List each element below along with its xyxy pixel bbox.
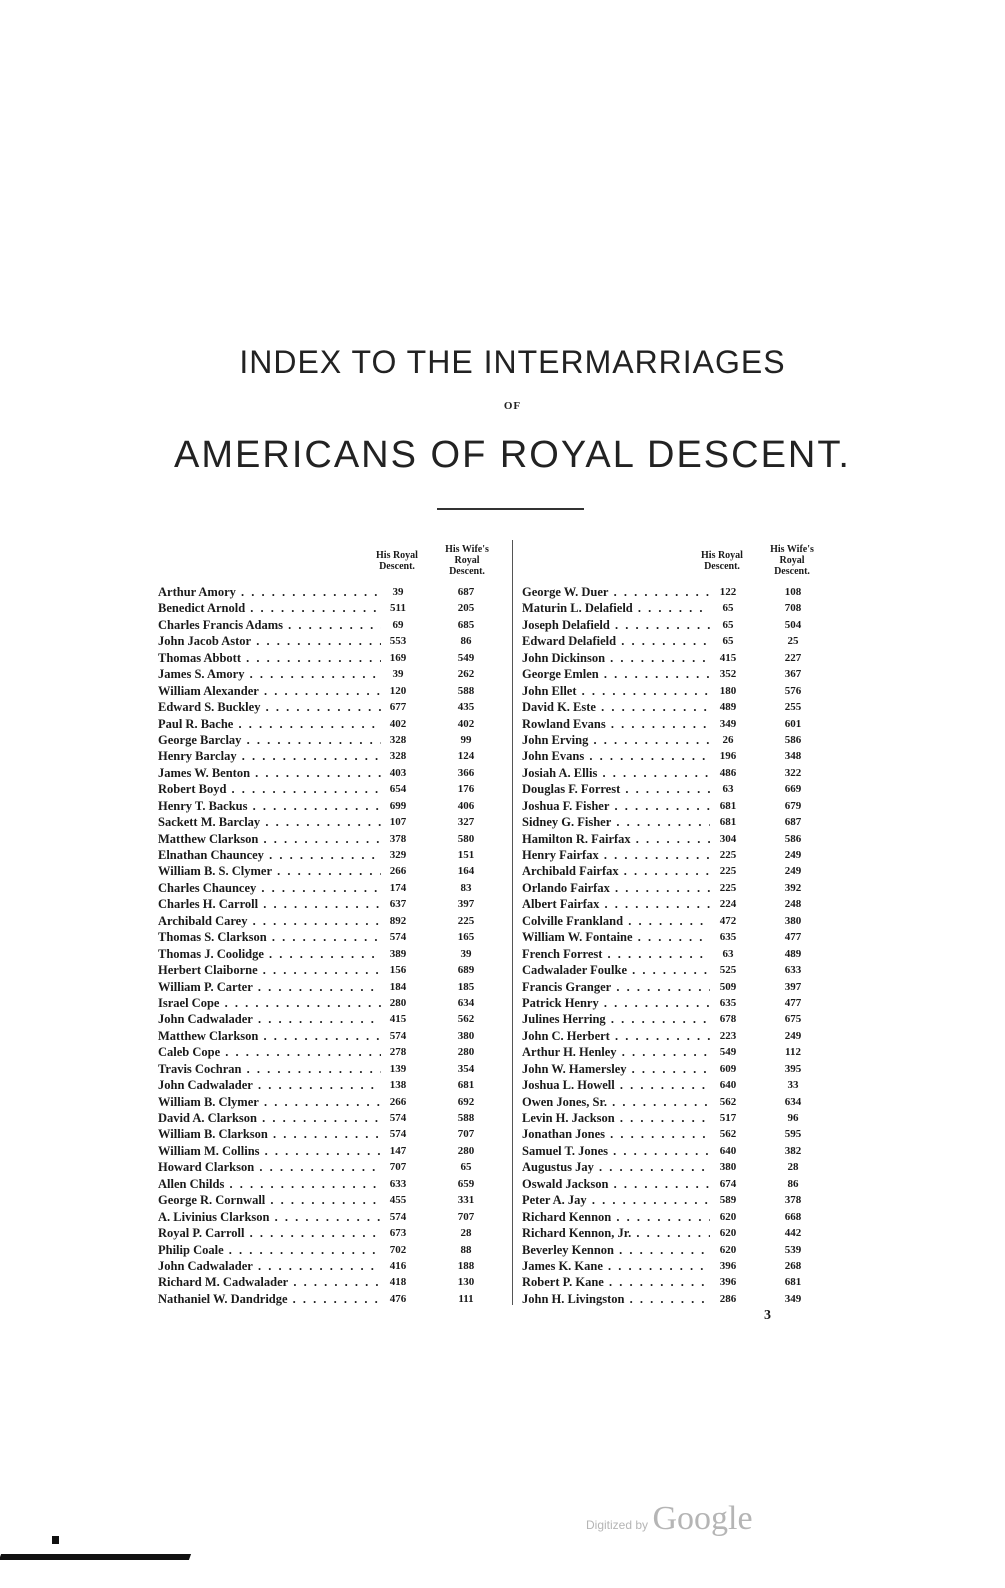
- his-royal-descent-number: 120: [389, 684, 407, 697]
- header-text: Descent.: [449, 566, 485, 577]
- wife-royal-descent-number: 679: [784, 799, 802, 812]
- wife-royal-descent-number: 708: [784, 602, 802, 615]
- person-name: Maturin L. Delafield . . .: [522, 600, 710, 616]
- person-name: Sidney G. Fisher . . .: [522, 814, 710, 830]
- person-name: Allen Childs . . .: [158, 1176, 381, 1192]
- his-royal-descent-number: 147: [389, 1144, 407, 1157]
- his-royal-descent-number: 352: [719, 668, 737, 681]
- person-name: William Alexander . . .: [158, 683, 381, 699]
- person-name: French Forrest . . .: [522, 946, 710, 962]
- wife-royal-descent-number: 595: [784, 1128, 802, 1141]
- his-royal-descent-number: 63: [722, 947, 734, 960]
- his-royal-descent-number: 509: [719, 980, 737, 993]
- person-name: John H. Livingston . . .: [522, 1291, 710, 1307]
- wife-royal-descent-number: 562: [457, 1013, 475, 1026]
- wife-royal-descent-number: 280: [457, 1046, 475, 1059]
- person-name: Archibald Carey . . .: [158, 913, 381, 929]
- person-name: Owen Jones, Sr. . . .: [522, 1094, 710, 1110]
- his-royal-descent-number: 476: [389, 1292, 407, 1305]
- title-of: OF: [503, 400, 522, 412]
- header-text: His Royal: [701, 550, 743, 561]
- his-royal-descent-number: 681: [719, 799, 737, 812]
- person-name: John Ellet . . .: [522, 683, 710, 699]
- person-name: Thomas J. Coolidge . . .: [158, 946, 381, 962]
- his-royal-descent-number: 223: [719, 1029, 737, 1042]
- wife-royal-descent-number: 164: [457, 865, 475, 878]
- wife-royal-descent-number: 88: [460, 1243, 472, 1256]
- right-header-his-royal: [687, 550, 757, 572]
- wife-royal-descent-number: 130: [457, 1276, 475, 1289]
- his-royal-descent-number: 574: [389, 1128, 407, 1141]
- left-header-wife-royal: [430, 544, 504, 577]
- his-royal-descent-number: 472: [719, 914, 737, 927]
- his-royal-descent-number: 654: [389, 783, 407, 796]
- person-name: Peter A. Jay . . .: [522, 1192, 710, 1208]
- title-line-1: INDEX TO THE INTERMARRIAGES: [239, 344, 786, 380]
- his-royal-descent-number: 380: [719, 1161, 737, 1174]
- wife-royal-descent-number: 354: [457, 1062, 475, 1075]
- wife-royal-descent-number: 99: [460, 733, 472, 746]
- person-name: Matthew Clarkson . . .: [158, 831, 381, 847]
- person-name: Edward S. Buckley . . .: [158, 699, 381, 715]
- person-name: Arthur H. Henley . . .: [522, 1044, 710, 1060]
- person-name: Albert Fairfax . . .: [522, 896, 710, 912]
- person-name: Jonathan Jones . . .: [522, 1126, 710, 1142]
- person-name: John Cadwalader . . .: [158, 1258, 381, 1274]
- header-text: His Royal: [376, 550, 418, 561]
- wife-royal-descent-number: 681: [457, 1079, 475, 1092]
- title-line-2: AMERICANS OF ROYAL DESCENT.: [174, 434, 851, 476]
- his-royal-descent-number: 174: [389, 881, 407, 894]
- person-name: James S. Amory . . .: [158, 666, 381, 682]
- person-name: William B. S. Clymer . . .: [158, 863, 381, 879]
- header-text: Royal: [779, 555, 805, 566]
- his-royal-descent-number: 455: [389, 1194, 407, 1207]
- his-royal-descent-number: 678: [719, 1013, 737, 1026]
- wife-royal-descent-number: 669: [784, 783, 802, 796]
- his-royal-descent-number: 707: [389, 1161, 407, 1174]
- his-royal-descent-number: 328: [389, 733, 407, 746]
- wife-royal-descent-number: 687: [784, 816, 802, 829]
- person-name: John Cadwalader . . .: [158, 1077, 381, 1093]
- his-royal-descent-number: 574: [389, 931, 407, 944]
- person-name: Howard Clarkson . . .: [158, 1159, 381, 1175]
- his-royal-descent-number: 609: [719, 1062, 737, 1075]
- person-name: Richard M. Cadwalader . . .: [158, 1274, 381, 1290]
- person-name: Joseph Delafield . . .: [522, 617, 710, 633]
- wife-royal-descent-number: 367: [784, 668, 802, 681]
- his-royal-descent-number: 489: [719, 701, 737, 714]
- person-name: William B. Clymer . . .: [158, 1094, 381, 1110]
- wife-royal-descent-number: 349: [784, 1292, 802, 1305]
- person-name: Benedict Arnold . . .: [158, 600, 381, 616]
- person-name: Henry T. Backus . . .: [158, 798, 381, 814]
- his-royal-descent-number: 122: [719, 586, 737, 598]
- wife-royal-descent-number: 442: [784, 1227, 802, 1240]
- wife-royal-descent-number: 111: [458, 1292, 474, 1305]
- person-name: Paul R. Bache . . .: [158, 716, 381, 732]
- wife-royal-descent-number: 83: [460, 881, 472, 894]
- header-text: His Wife's: [445, 544, 489, 555]
- person-name: Beverley Kennon . . .: [522, 1242, 710, 1258]
- wife-royal-descent-number: 262: [457, 668, 475, 681]
- his-royal-descent-number: 328: [389, 750, 407, 763]
- person-name: Robert P. Kane . . .: [522, 1274, 710, 1290]
- person-name: Richard Kennon . . .: [522, 1209, 710, 1225]
- person-name: Charles H. Carroll . . .: [158, 896, 381, 912]
- wife-royal-descent-number: 33: [787, 1079, 799, 1092]
- person-name: Henry Barclay . . .: [158, 748, 381, 764]
- his-royal-descent-number: 224: [719, 898, 737, 911]
- his-royal-descent-number: 620: [719, 1227, 737, 1240]
- wife-royal-descent-number: 225: [457, 914, 475, 927]
- person-name: Francis Granger . . .: [522, 979, 710, 995]
- person-name: William B. Clarkson . . .: [158, 1126, 381, 1142]
- wife-royal-descent-number: 601: [784, 717, 802, 730]
- person-name: Nathaniel W. Dandridge . . .: [158, 1291, 381, 1307]
- wife-royal-descent-number: 586: [784, 832, 802, 845]
- his-royal-descent-number: 65: [722, 602, 734, 615]
- person-name: William M. Collins . . .: [158, 1143, 381, 1159]
- wife-royal-descent-number: 380: [457, 1029, 475, 1042]
- person-name: David A. Clarkson . . .: [158, 1110, 381, 1126]
- person-name: John Dickinson . . .: [522, 650, 710, 666]
- person-name: Edward Delafield . . .: [522, 633, 710, 649]
- wife-royal-descent-number: 549: [457, 651, 475, 664]
- person-name: David K. Este . . .: [522, 699, 710, 715]
- his-royal-descent-number: 562: [719, 1128, 737, 1141]
- person-name: Rowland Evans . . .: [522, 716, 710, 732]
- wife-royal-descent-number: 382: [784, 1144, 802, 1157]
- his-royal-descent-number: 63: [722, 783, 734, 796]
- person-name: William P. Carter . . .: [158, 979, 381, 995]
- wife-royal-descent-number: 165: [457, 931, 475, 944]
- watermark-big: Google: [652, 1500, 753, 1537]
- wife-royal-descent-number: 504: [784, 618, 802, 631]
- wife-royal-descent-number: 402: [457, 717, 475, 730]
- person-name: Orlando Fairfax . . .: [522, 880, 710, 896]
- wife-royal-descent-number: 249: [784, 865, 802, 878]
- person-name: John Cadwalader . . .: [158, 1011, 381, 1027]
- his-royal-descent-number: 26: [722, 733, 734, 746]
- his-royal-descent-number: 39: [392, 668, 404, 681]
- wife-royal-descent-number: 681: [784, 1276, 802, 1289]
- wife-royal-descent-number: 268: [784, 1259, 802, 1272]
- wife-royal-descent-number: 392: [784, 881, 802, 894]
- his-royal-descent-number: 65: [722, 618, 734, 631]
- person-name: Joshua L. Howell . . .: [522, 1077, 710, 1093]
- person-name: George W. Duer . . .: [522, 584, 710, 600]
- wife-royal-descent-number: 634: [784, 1095, 802, 1108]
- wife-royal-descent-number: 176: [457, 783, 475, 796]
- his-royal-descent-number: 674: [719, 1177, 737, 1190]
- his-royal-descent-number: 286: [719, 1292, 737, 1305]
- person-name: Cadwalader Foulke . . .: [522, 962, 710, 978]
- wife-royal-descent-number: 692: [457, 1095, 475, 1108]
- person-name: Patrick Henry . . .: [522, 995, 710, 1011]
- his-royal-descent-number: 389: [389, 947, 407, 960]
- his-royal-descent-number: 620: [719, 1210, 737, 1223]
- person-name: Israel Cope . . .: [158, 995, 381, 1011]
- wife-royal-descent-number: 477: [784, 996, 802, 1009]
- wife-royal-descent-number: 539: [784, 1243, 802, 1256]
- header-text: Descent.: [704, 561, 740, 572]
- his-royal-descent-number: 892: [389, 914, 407, 927]
- person-name: Herbert Claiborne . . .: [158, 962, 381, 978]
- his-royal-descent-number: 702: [389, 1243, 407, 1256]
- wife-royal-descent-number: 435: [457, 701, 475, 714]
- header-text: His Wife's: [770, 544, 814, 555]
- person-name: Archibald Fairfax . . .: [522, 863, 710, 879]
- his-royal-descent-number: 349: [719, 717, 737, 730]
- wife-royal-descent-number: 707: [457, 1128, 475, 1141]
- his-royal-descent-number: 280: [389, 996, 407, 1009]
- wife-royal-descent-number: 248: [784, 898, 802, 911]
- wife-royal-descent-number: 86: [460, 635, 472, 648]
- his-royal-descent-number: 156: [389, 964, 407, 977]
- wife-royal-descent-number: 28: [460, 1227, 472, 1240]
- wife-royal-descent-number: 108: [784, 586, 802, 598]
- wife-royal-descent-number: 634: [457, 996, 475, 1009]
- person-name: Joshua F. Fisher . . .: [522, 798, 710, 814]
- person-name: Samuel T. Jones . . .: [522, 1143, 710, 1159]
- wife-royal-descent-number: 707: [457, 1210, 475, 1223]
- his-royal-descent-number: 396: [719, 1259, 737, 1272]
- watermark-small: Digitized by: [586, 1518, 649, 1532]
- wife-royal-descent-number: 151: [457, 849, 475, 861]
- his-royal-descent-number: 699: [389, 799, 407, 812]
- his-royal-descent-number: 418: [389, 1276, 407, 1289]
- person-name: Arthur Amory . . .: [158, 584, 381, 600]
- person-name: Robert Boyd . . .: [158, 781, 381, 797]
- his-royal-descent-number: 180: [719, 684, 737, 697]
- his-royal-descent-number: 549: [719, 1046, 737, 1059]
- wife-royal-descent-number: 576: [784, 684, 802, 697]
- his-royal-descent-number: 225: [719, 881, 737, 894]
- person-name: Augustus Jay . . .: [522, 1159, 710, 1175]
- person-name: James W. Benton . . .: [158, 765, 381, 781]
- his-royal-descent-number: 677: [389, 701, 407, 714]
- person-name: William W. Fontaine . . .: [522, 929, 710, 945]
- person-name: John Erving . . .: [522, 732, 710, 748]
- person-name: Hamilton R. Fairfax . . .: [522, 831, 710, 847]
- wife-royal-descent-number: 280: [457, 1144, 475, 1157]
- wife-royal-descent-number: 633: [784, 964, 802, 977]
- person-name: Julines Herring . . .: [522, 1011, 710, 1027]
- person-name: Sackett M. Barclay . . .: [158, 814, 381, 830]
- his-royal-descent-number: 553: [389, 635, 407, 648]
- wife-royal-descent-number: 580: [457, 832, 475, 845]
- his-royal-descent-number: 416: [389, 1259, 407, 1272]
- his-royal-descent-number: 184: [389, 980, 407, 993]
- page-number: 3: [764, 1308, 771, 1323]
- wife-royal-descent-number: 205: [457, 602, 475, 615]
- wife-royal-descent-number: 378: [784, 1194, 802, 1207]
- person-name: Josiah A. Ellis . . .: [522, 765, 710, 781]
- his-royal-descent-number: 635: [719, 996, 737, 1009]
- wife-royal-descent-number: 588: [457, 684, 475, 697]
- his-royal-descent-number: 169: [389, 651, 407, 664]
- his-royal-descent-number: 633: [389, 1177, 407, 1190]
- wife-royal-descent-number: 322: [784, 766, 802, 779]
- person-name: Royal P. Carroll . . .: [158, 1225, 381, 1241]
- title-rule: [437, 508, 584, 510]
- his-royal-descent-number: 673: [389, 1227, 407, 1240]
- wife-royal-descent-number: 86: [787, 1177, 799, 1190]
- his-royal-descent-number: 415: [389, 1013, 407, 1026]
- person-name: John Jacob Astor . . .: [158, 633, 381, 649]
- person-name: A. Livinius Clarkson . . .: [158, 1209, 381, 1225]
- his-royal-descent-number: 196: [719, 750, 737, 763]
- wife-royal-descent-number: 28: [787, 1161, 799, 1174]
- his-royal-descent-number: 39: [392, 586, 404, 598]
- header-text: Descent.: [379, 561, 415, 572]
- person-name: Charles Francis Adams . . .: [158, 617, 381, 633]
- wife-royal-descent-number: 687: [457, 586, 475, 598]
- his-royal-descent-number: 635: [719, 931, 737, 944]
- his-royal-descent-number: 681: [719, 816, 737, 829]
- his-royal-descent-number: 640: [719, 1079, 737, 1092]
- person-name: Matthew Clarkson . . .: [158, 1028, 381, 1044]
- person-name: Travis Cochran . . .: [158, 1061, 381, 1077]
- his-royal-descent-number: 620: [719, 1243, 737, 1256]
- his-royal-descent-number: 278: [389, 1046, 407, 1059]
- wife-royal-descent-number: 397: [784, 980, 802, 993]
- person-name: Philip Coale . . .: [158, 1242, 381, 1258]
- his-royal-descent-number: 415: [719, 651, 737, 664]
- wife-royal-descent-number: 39: [460, 947, 472, 960]
- wife-royal-descent-number: 327: [457, 816, 475, 829]
- wife-royal-descent-number: 588: [457, 1112, 475, 1124]
- right-header-wife-royal: [755, 544, 829, 577]
- wife-royal-descent-number: 96: [787, 1112, 799, 1124]
- his-royal-descent-number: 65: [722, 635, 734, 648]
- wife-royal-descent-number: 366: [457, 766, 475, 779]
- wife-royal-descent-number: 406: [457, 799, 475, 812]
- wife-royal-descent-number: 124: [457, 750, 475, 763]
- wife-royal-descent-number: 188: [457, 1259, 475, 1272]
- his-royal-descent-number: 517: [719, 1112, 737, 1124]
- his-royal-descent-number: 329: [389, 849, 407, 861]
- header-text: Royal: [454, 555, 480, 566]
- wife-royal-descent-number: 689: [457, 964, 475, 977]
- person-name: Thomas Abbott . . .: [158, 650, 381, 666]
- his-royal-descent-number: 225: [719, 849, 737, 861]
- his-royal-descent-number: 511: [390, 602, 406, 615]
- wife-royal-descent-number: 331: [457, 1194, 475, 1207]
- his-royal-descent-number: 574: [389, 1112, 407, 1124]
- his-royal-descent-number: 574: [389, 1029, 407, 1042]
- his-royal-descent-number: 139: [389, 1062, 407, 1075]
- person-name: John C. Herbert . . .: [522, 1028, 710, 1044]
- his-royal-descent-number: 403: [389, 766, 407, 779]
- person-name: Richard Kennon, Jr. . . .: [522, 1225, 710, 1241]
- person-name: Colville Frankland . . .: [522, 913, 710, 929]
- wife-royal-descent-number: 675: [784, 1013, 802, 1026]
- wife-royal-descent-number: 397: [457, 898, 475, 911]
- his-royal-descent-number: 266: [389, 865, 407, 878]
- scan-speck: [52, 1536, 59, 1544]
- person-name: Caleb Cope . . .: [158, 1044, 381, 1060]
- person-name: Oswald Jackson . . .: [522, 1176, 710, 1192]
- person-name: Henry Fairfax . . .: [522, 847, 710, 863]
- his-royal-descent-number: 525: [719, 964, 737, 977]
- wife-royal-descent-number: 489: [784, 947, 802, 960]
- person-name: George Emlen . . .: [522, 666, 710, 682]
- wife-royal-descent-number: 380: [784, 914, 802, 927]
- person-name: Charles Chauncey . . .: [158, 880, 381, 896]
- wife-royal-descent-number: 395: [784, 1062, 802, 1075]
- his-royal-descent-number: 69: [392, 618, 404, 631]
- his-royal-descent-number: 640: [719, 1144, 737, 1157]
- his-royal-descent-number: 378: [389, 832, 407, 845]
- scan-edge-mark: [0, 1554, 191, 1560]
- his-royal-descent-number: 304: [719, 832, 737, 845]
- wife-royal-descent-number: 477: [784, 931, 802, 944]
- his-royal-descent-number: 396: [719, 1276, 737, 1289]
- wife-royal-descent-number: 668: [784, 1210, 802, 1223]
- his-royal-descent-number: 574: [389, 1210, 407, 1223]
- wife-royal-descent-number: 65: [460, 1161, 472, 1174]
- his-royal-descent-number: 562: [719, 1095, 737, 1108]
- person-name: John W. Hamersley . . .: [522, 1061, 710, 1077]
- wife-royal-descent-number: 255: [784, 701, 802, 714]
- person-name: James K. Kane . . .: [522, 1258, 710, 1274]
- left-header-his-royal: [362, 550, 432, 572]
- his-royal-descent-number: 637: [389, 898, 407, 911]
- person-name: Levin H. Jackson . . .: [522, 1110, 710, 1126]
- wife-royal-descent-number: 685: [457, 618, 475, 631]
- person-name: Douglas F. Forrest . . .: [522, 781, 710, 797]
- wife-royal-descent-number: 586: [784, 733, 802, 746]
- wife-royal-descent-number: 227: [784, 651, 802, 664]
- wife-royal-descent-number: 659: [457, 1177, 475, 1190]
- wife-royal-descent-number: 185: [457, 980, 475, 993]
- wife-royal-descent-number: 112: [785, 1046, 801, 1059]
- header-text: Descent.: [774, 566, 810, 577]
- column-divider: [512, 540, 513, 1305]
- google-watermark: [586, 1500, 753, 1538]
- person-name: George Barclay . . .: [158, 732, 381, 748]
- wife-royal-descent-number: 249: [784, 1029, 802, 1042]
- his-royal-descent-number: 402: [389, 717, 407, 730]
- his-royal-descent-number: 225: [719, 865, 737, 878]
- his-royal-descent-number: 589: [719, 1194, 737, 1207]
- wife-royal-descent-number: 249: [784, 849, 802, 861]
- person-name: Elnathan Chauncey . . .: [158, 847, 381, 863]
- his-royal-descent-number: 138: [389, 1079, 407, 1092]
- wife-royal-descent-number: 25: [787, 635, 799, 648]
- wife-royal-descent-number: 348: [784, 750, 802, 763]
- person-name: George R. Cornwall . . .: [158, 1192, 381, 1208]
- his-royal-descent-number: 107: [389, 816, 407, 829]
- person-name: John Evans . . .: [522, 748, 710, 764]
- his-royal-descent-number: 486: [719, 766, 737, 779]
- his-royal-descent-number: 266: [389, 1095, 407, 1108]
- person-name: Thomas S. Clarkson . . .: [158, 929, 381, 945]
